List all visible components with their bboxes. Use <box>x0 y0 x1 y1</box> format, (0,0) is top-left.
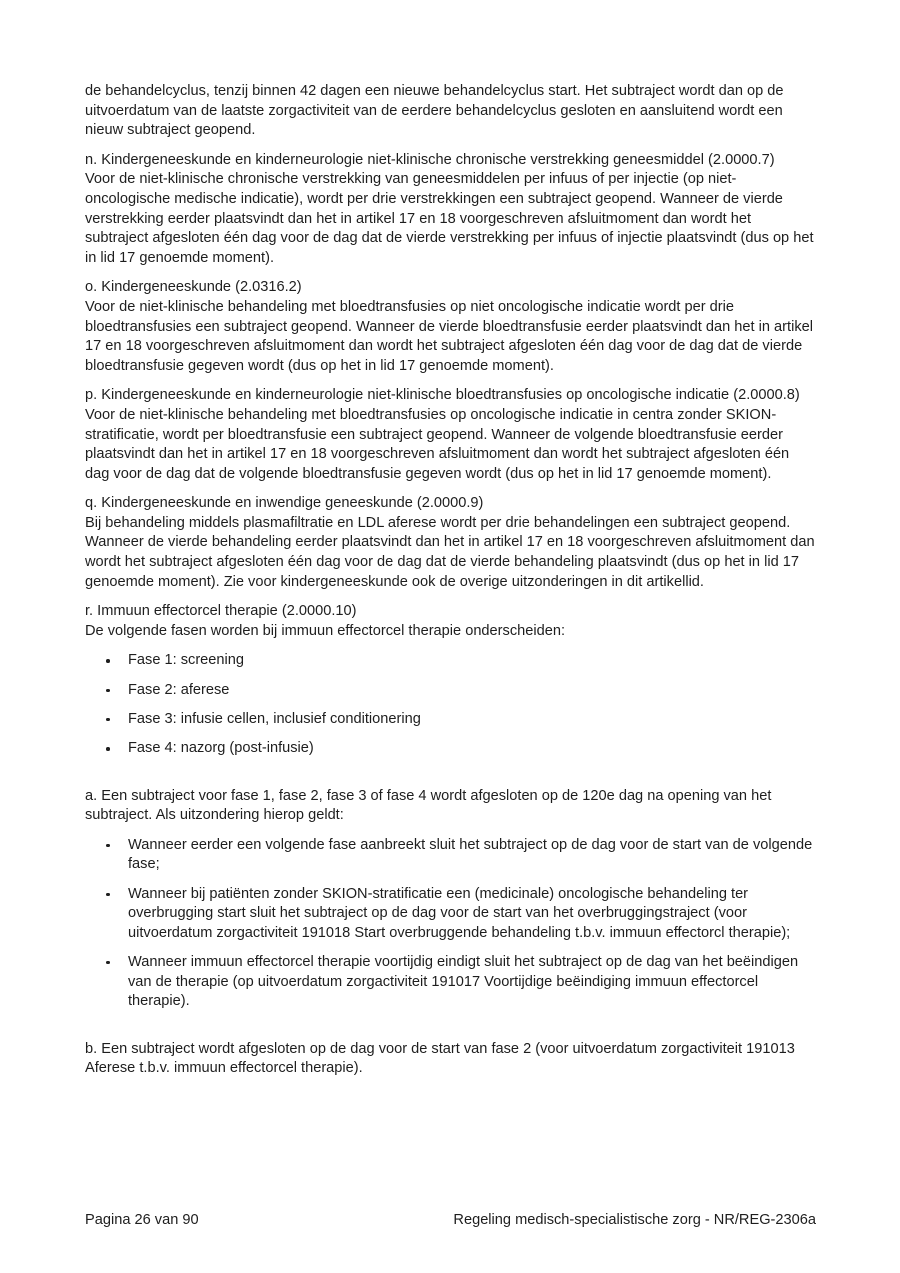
fase-list-item <box>85 651 816 671</box>
section-q <box>85 494 816 592</box>
exception-list-item <box>85 836 816 875</box>
paragraph-sub-a <box>85 787 816 826</box>
fase-list-item-text: Fase 2: aferese <box>128 681 230 698</box>
section-q-body: Bij behandeling middels plasmafiltratie en LDL aferese wordt per drie behandelingen een subtraject geopend. Wanneer de vierde behandeling eerder plaatsvindt dan het in artikel 17 en 18 voorgeschreven afsluitmoment dan wordt het subtraject afgesloten één dag voor de dag dat de vierde behandeling plaatsvindt (dus op het in lid 17 genoemde moment). Zie voor kindergeneeskunde ook de overige uitzonderingen in dit artikellid. <box>85 514 815 590</box>
paragraph-sub-a-text: a. Een subtraject voor fase 1, fase 2, fase 3 of fase 4 wordt afgesloten op de 120e dag na opening van het subtraject. Als uitzondering hierop geldt: <box>85 787 772 824</box>
section-p <box>85 386 816 484</box>
section-r-heading: r. Immuun effectorcel therapie (2.0000.10) <box>85 603 357 620</box>
footer-document-title: Regeling medisch-specialistische zorg - NR/REG-2306a <box>453 1212 816 1228</box>
exception-list-item <box>85 953 816 1012</box>
footer-page-number: Pagina 26 van 90 <box>85 1212 199 1228</box>
section-q-heading: q. Kindergeneeskunde en inwendige geneeskunde (2.0000.9) <box>85 495 484 512</box>
paragraph-intro <box>85 82 816 141</box>
bullet-icon <box>106 747 110 751</box>
exception-list <box>85 836 816 1012</box>
fase-list <box>85 651 816 758</box>
paragraph-intro-text: de behandelcyclus, tenzij binnen 42 dagen een nieuwe behandelcyclus start. Het subtraject wordt dan op de uitvoerdatum van de laatste zorgactiviteit van de eerdere behandelcyclus gesloten en aansluitend wordt een nieuw subtraject geopend. <box>85 83 784 139</box>
section-n-body: Voor de niet-klinische chronische verstrekking van geneesmiddelen per infuus of per injectie (op niet-oncologische medische indicatie), wordt per drie verstrekkingen een subtraject geopend. Wanneer de vierde verstrekking eerder plaatsvindt dan het in artikel 17 en 18 voorgeschreven afsluitmoment dan wordt het subtraject afgesloten één dag voor de dag dat de vierde verstrekking per infuus of injectie plaatsvindt (dus op het in lid 17 genoemde moment). <box>85 171 814 266</box>
section-r <box>85 602 816 641</box>
bullet-icon <box>106 844 110 848</box>
section-n-heading: n. Kindergeneeskunde en kinderneurologie niet-klinische chronische verstrekking geneesmiddel (2.0000.7) <box>85 151 775 168</box>
section-o-body: Voor de niet-klinische behandeling met bloedtransfusies op niet oncologische indicatie wordt per drie bloedtransfusies een subtraject geopend. Wanneer de vierde bloedtransfusie eerder plaatsvindt dan het in artikel 17 en 18 voorgeschreven afsluitmoment dan wordt het subtraject afgesloten één dag voor de dag dat de vierde bloedtransfusie gegeven wordt (dus op het in lid 17 genoemde moment). <box>85 298 813 374</box>
bullet-icon <box>106 961 110 965</box>
bullet-icon <box>106 689 110 693</box>
exception-list-item-text: Wanneer immuun effectorcel therapie voortijdig eindigt sluit het subtraject op de dag van het beëindigen van de therapie (op uitvoerdatum zorgactiviteit 191017 Voortijdige beëindiging immuun effectorcel therapie). <box>128 953 799 1010</box>
section-p-heading: p. Kindergeneeskunde en kinderneurologie niet-klinische bloedtransfusies op oncologische indicatie (2.0000.8) <box>85 387 800 404</box>
exception-list-item-text: Wanneer eerder een volgende fase aanbreekt sluit het subtraject op de dag voor de start van de volgende fase; <box>128 836 813 873</box>
section-o-heading: o. Kindergeneeskunde (2.0316.2) <box>85 279 302 296</box>
section-o <box>85 278 816 376</box>
document-content <box>85 82 816 1089</box>
exception-list-item <box>85 885 816 944</box>
section-n <box>85 151 816 269</box>
page-footer <box>85 1211 816 1231</box>
fase-list-item <box>85 710 816 730</box>
paragraph-sub-b <box>85 1040 816 1079</box>
fase-list-item-text: Fase 4: nazorg (post-infusie) <box>128 740 314 756</box>
bullet-icon <box>106 659 110 663</box>
paragraph-sub-b-text: b. Een subtraject wordt afgesloten op de dag voor de start van fase 2 (voor uitvoerdatum zorgactiviteit 191013 Aferese t.b.v. immuun effectorcel therapie). <box>85 1040 795 1077</box>
fase-list-item <box>85 739 816 759</box>
fase-list-item-text: Fase 1: screening <box>128 652 245 669</box>
section-p-body: Voor de niet-klinische behandeling met bloedtransfusies op oncologische indicatie in centra zonder SKION-stratificatie, wordt per bloedtransfusie een subtraject geopend. Wanneer de volgende bloedtransfusie eerder plaatsvindt dan het in artikel 17 en 18 voorgeschreven afsluitmoment dan wordt het subtraject afgesloten één dag voor de dag dat de volgende bloedtransfusie gegeven wordt (dus op het in lid 17 genoemde moment). <box>85 406 790 482</box>
exception-list-item-text: Wanneer bij patiënten zonder SKION-stratificatie een (medicinale) oncologische behandeling ter overbrugging start sluit het subtraject op de dag voor de start van het overbruggingstraject (voor uitvoerdatum zorgactiviteit 191018 Start overbruggende behandeling t.b.v. immuun effectorcl therapie); <box>128 885 791 941</box>
bullet-icon <box>106 893 110 897</box>
fase-list-item <box>85 681 816 701</box>
fase-list-item-text: Fase 3: infusie cellen, inclusief conditionering <box>128 710 421 727</box>
section-r-body: De volgende fasen worden bij immuun effectorcel therapie onderscheiden: <box>85 622 565 639</box>
bullet-icon <box>106 718 110 722</box>
